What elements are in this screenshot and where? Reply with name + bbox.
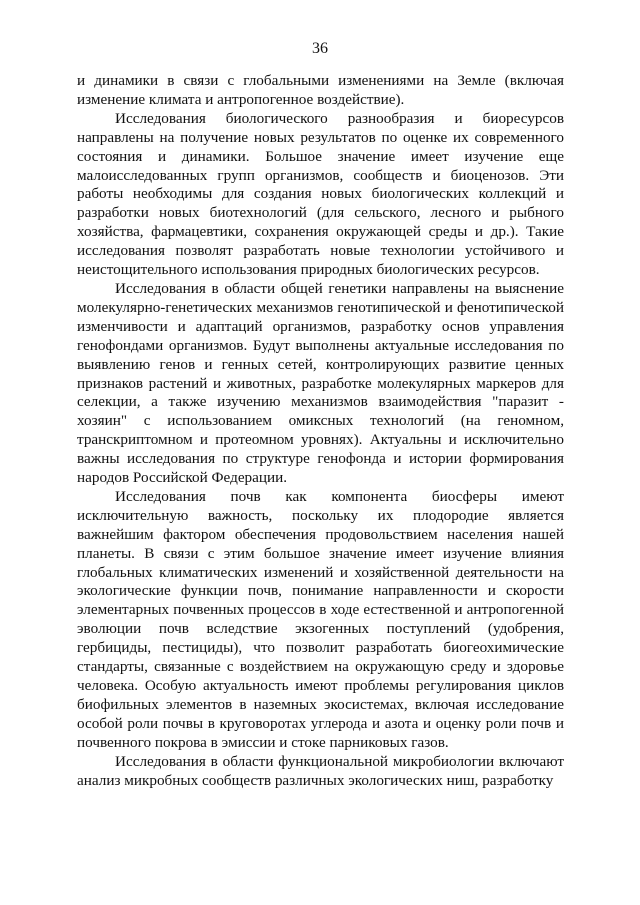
paragraph-microbiology: Исследования в области функциональной микробиологии включают анализ микробных сообществ различных экологических ниш, разработку <box>77 752 564 789</box>
paragraph-biodiversity: Исследования биологического разнообразия и биоресурсов направлены на получение новых результатов по оценке их современного состояния и динамики. Большое значение имеет изучение еще малоисследованных групп организмов, сообществ и биоценозов. Эти работы необходимы для создания новых биологических коллекций и разработки новых биотехнологий (для сельского, лесного и рыбного хозяйства, фармацевтики, сохранения окружающей среды и др.). Такие исследования позволят разработать новые технологии устойчивого и неистощительного использования природных биологических ресурсов. <box>77 109 564 279</box>
paragraph-general-genetics: Исследования в области общей генетики направлены на выяснение молекулярно-генетических механизмов генотипической и фенотипической изменчивости и адаптаций организмов, разработку основ управления генофондами организмов. Будут выполнены актуальные исследования по выявлению генов и генных сетей, контролирующих развитие ценных признаков растений и животных, разработке молекулярных маркеров для селекции, а также изучению механизмов взаимодействия "паразит - хозяин" с использованием омиксных технологий (на геномном, транскриптомном и протеомном уровнях). Актуальны и исключительно важны исследования по структуре генофонда и истории формирования народов Российской Федерации. <box>77 279 564 487</box>
page-number: 36 <box>312 40 328 57</box>
paragraph-soil-research: Исследования почв как компонента биосферы имеют исключительную важность, поскольку их плодородие является важнейшим фактором обеспечения продовольствием населения нашей планеты. В связи с этим большое значение имеет изучение влияния глобальных климатических изменений и хозяйственной деятельности на экологические функции почв, понимание направленности и скорости элементарных почвенных процессов в ходе естественной и антропогенной эволюции почв вследствие экзогенных поступлений (удобрения, гербициды, пестициды), что позволит разработать биогеохимические стандарты, связанные с воздействием на окружающую среду и здоровье человека. Особую актуальность имеют проблемы регулирования циклов биофильных элементов в наземных экосистемах, включая исследование особой роли почвы в круговоротах углерода и азота и оценку роли почв и почвенного покрова в эмиссии и стоке парниковых газов. <box>77 487 564 751</box>
paragraph-continuation: и динамики в связи с глобальными изменениями на Земле (включая изменение климата и антропогенное воздействие). <box>77 72 564 108</box>
body-text <box>77 72 564 790</box>
